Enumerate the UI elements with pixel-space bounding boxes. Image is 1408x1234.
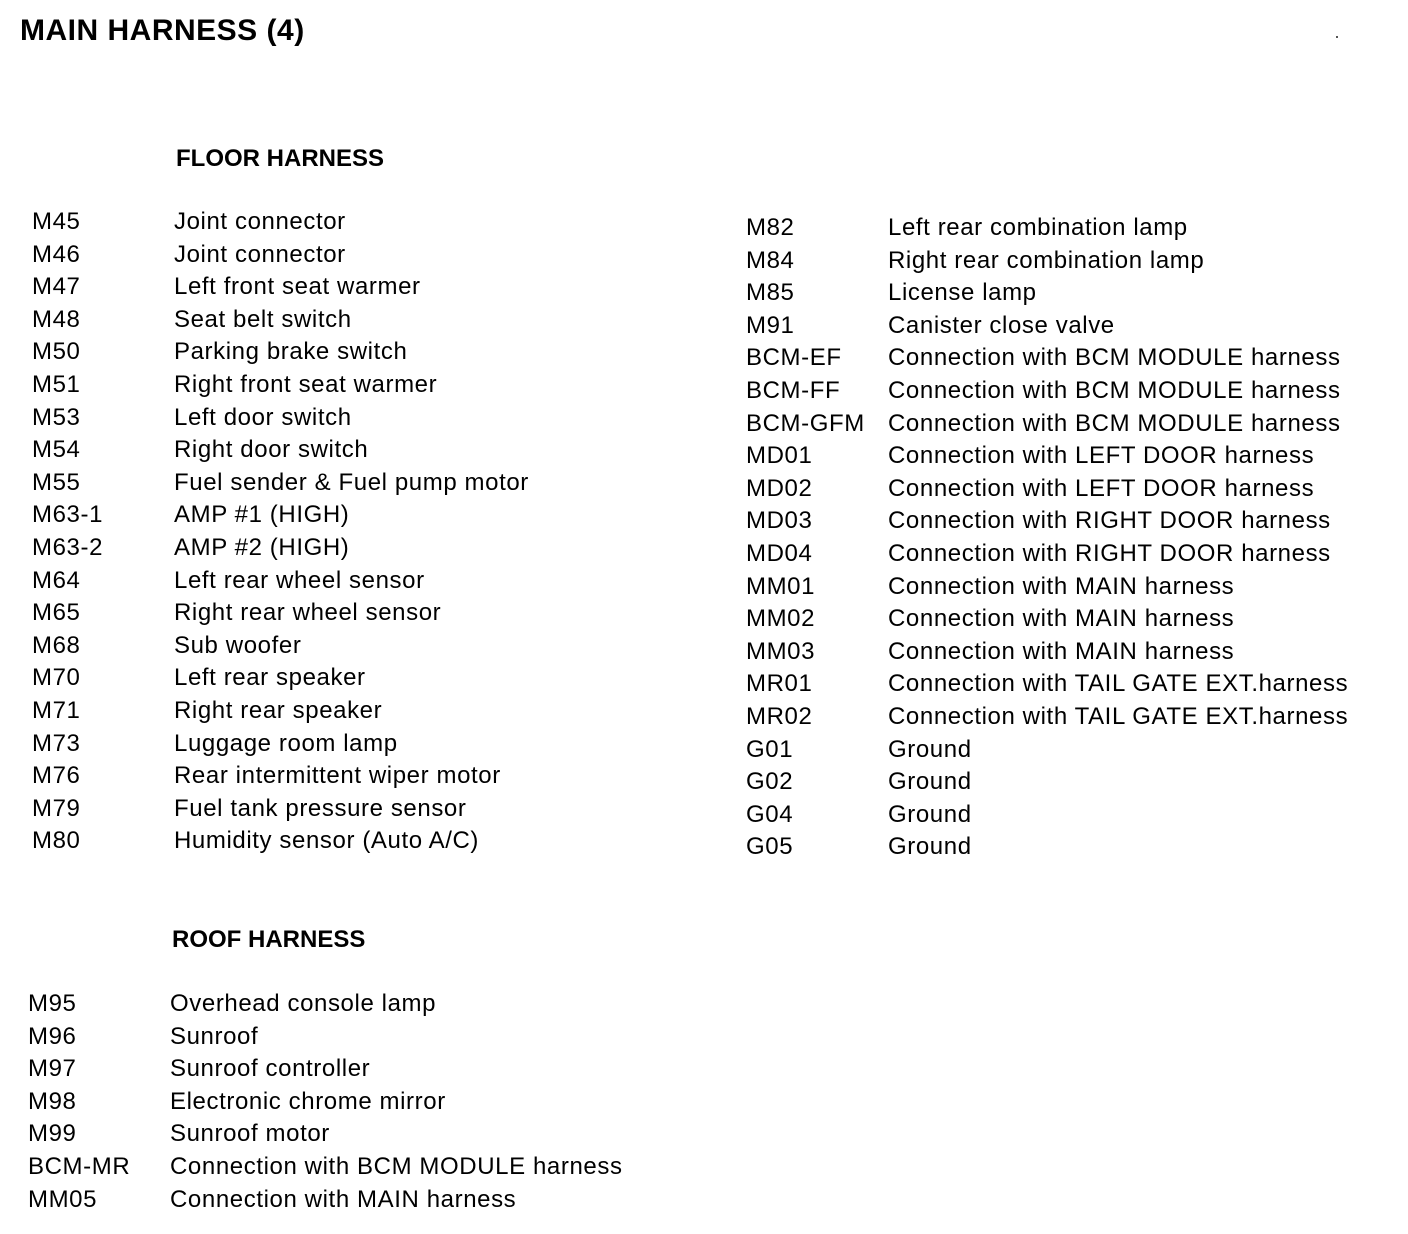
- connector-description: Overhead console lamp: [170, 990, 437, 1017]
- connector-code: M65: [32, 599, 81, 627]
- connector-description: Parking brake switch: [174, 338, 408, 366]
- connector-description: Left door switch: [174, 403, 352, 431]
- connector-description: Ground: [888, 735, 972, 763]
- connector-code: MM03: [746, 637, 816, 665]
- connector-description: Connection with MAIN harness: [888, 637, 1235, 665]
- connector-description: Joint connector: [174, 240, 346, 268]
- connector-description: Right rear combination lamp: [888, 246, 1205, 274]
- connector-code: MD01: [746, 442, 813, 470]
- connector-description: Canister close valve: [888, 311, 1115, 339]
- connector-code: M80: [32, 827, 81, 855]
- connector-code: M54: [32, 436, 81, 464]
- connector-code: M91: [746, 311, 795, 339]
- connector-description: Connection with BCM MODULE harness: [888, 409, 1341, 437]
- connector-code: M68: [32, 631, 81, 659]
- connector-description: Left front seat warmer: [174, 273, 421, 301]
- connector-description: Right rear speaker: [174, 696, 383, 724]
- connector-description: Connection with RIGHT DOOR harness: [888, 507, 1331, 535]
- connector-code: BCM-GFM: [746, 409, 865, 437]
- connector-code: M79: [32, 794, 81, 822]
- connector-code: BCM-EF: [746, 344, 842, 372]
- connector-description: AMP #1 (HIGH): [174, 501, 350, 529]
- connector-code: M47: [32, 273, 81, 301]
- roof-harness-heading: ROOF HARNESS: [172, 926, 366, 953]
- connector-code: G01: [746, 735, 794, 763]
- connector-description: Right front seat warmer: [174, 370, 438, 398]
- connector-description: Connection with MAIN harness: [170, 1185, 517, 1213]
- connector-description: Connection with MAIN harness: [888, 572, 1235, 600]
- connector-code: M51: [32, 370, 81, 398]
- connector-code: M55: [32, 468, 81, 496]
- connector-code: M53: [32, 403, 81, 431]
- connector-code: M71: [32, 696, 81, 724]
- page-title: MAIN HARNESS (4): [20, 14, 305, 47]
- connector-code: M97: [28, 1055, 77, 1083]
- connector-code: M96: [28, 1022, 77, 1050]
- connector-code: MR02: [746, 702, 813, 730]
- connector-description: Connection with BCM MODULE harness: [888, 376, 1341, 404]
- connector-description: Seat belt switch: [174, 305, 352, 333]
- connector-code: M63-2: [32, 533, 104, 561]
- connector-description: Connection with BCM MODULE harness: [888, 344, 1341, 372]
- connector-description: Rear intermittent wiper motor: [174, 762, 501, 790]
- connector-description: Connection with TAIL GATE EXT.harness: [888, 702, 1349, 730]
- connector-code: M98: [28, 1087, 77, 1115]
- connector-code: M84: [746, 246, 795, 274]
- floor-harness-heading: FLOOR HARNESS: [176, 145, 385, 172]
- connector-code: BCM-MR: [28, 1152, 131, 1180]
- connector-description: Connection with TAIL GATE EXT.harness: [888, 670, 1349, 698]
- connector-description: Connection with LEFT DOOR harness: [888, 474, 1315, 502]
- connector-code: M82: [746, 214, 795, 241]
- connector-description: Ground: [888, 800, 972, 828]
- connector-description: Connection with MAIN harness: [888, 605, 1235, 633]
- connector-description: Connection with RIGHT DOOR harness: [888, 539, 1331, 567]
- connector-code: M76: [32, 762, 81, 790]
- connector-description: Right rear wheel sensor: [174, 599, 442, 627]
- connector-code: M50: [32, 338, 81, 366]
- connector-code: M63-1: [32, 501, 104, 529]
- connector-description: Joint connector: [174, 208, 346, 235]
- connector-code: MM02: [746, 605, 816, 633]
- connector-code: G02: [746, 768, 794, 796]
- connector-code: MD04: [746, 539, 813, 567]
- connector-description: Sunroof: [170, 1022, 259, 1050]
- connector-description: Fuel sender & Fuel pump motor: [174, 468, 529, 496]
- connector-description: Luggage room lamp: [174, 729, 398, 757]
- connector-description: AMP #2 (HIGH): [174, 533, 350, 561]
- connector-description: Left rear speaker: [174, 664, 366, 692]
- connector-description: Connection with BCM MODULE harness: [170, 1152, 623, 1180]
- connector-code: M48: [32, 305, 81, 333]
- connector-code: M46: [32, 240, 81, 268]
- connector-code: M85: [746, 279, 795, 307]
- connector-code: M45: [32, 208, 81, 235]
- connector-code: M95: [28, 990, 77, 1017]
- connector-code: MM01: [746, 572, 816, 600]
- connector-description: Left rear combination lamp: [888, 214, 1188, 241]
- connector-code: M99: [28, 1120, 77, 1148]
- connector-description: Sub woofer: [174, 631, 302, 659]
- connector-code: G05: [746, 833, 794, 861]
- connector-description: Sunroof motor: [170, 1120, 330, 1148]
- connector-code: M70: [32, 664, 81, 692]
- connector-code: MM05: [28, 1185, 98, 1213]
- connector-description: Sunroof controller: [170, 1055, 371, 1083]
- connector-description: License lamp: [888, 279, 1037, 307]
- connector-code: M64: [32, 566, 81, 594]
- connector-description: Connection with LEFT DOOR harness: [888, 442, 1315, 470]
- connector-description: Ground: [888, 833, 972, 861]
- connector-description: Left rear wheel sensor: [174, 566, 425, 594]
- connector-description: Ground: [888, 768, 972, 796]
- connector-description: Fuel tank pressure sensor: [174, 794, 467, 822]
- connector-description: Electronic chrome mirror: [170, 1087, 446, 1115]
- connector-code: MD02: [746, 474, 813, 502]
- connector-code: MD03: [746, 507, 813, 535]
- connector-code: BCM-FF: [746, 376, 841, 404]
- connector-code: G04: [746, 800, 794, 828]
- connector-description: Humidity sensor (Auto A/C): [174, 827, 480, 855]
- scan-speck: [1336, 36, 1338, 38]
- connector-code: MR01: [746, 670, 813, 698]
- connector-description: Right door switch: [174, 436, 369, 464]
- connector-code: M73: [32, 729, 81, 757]
